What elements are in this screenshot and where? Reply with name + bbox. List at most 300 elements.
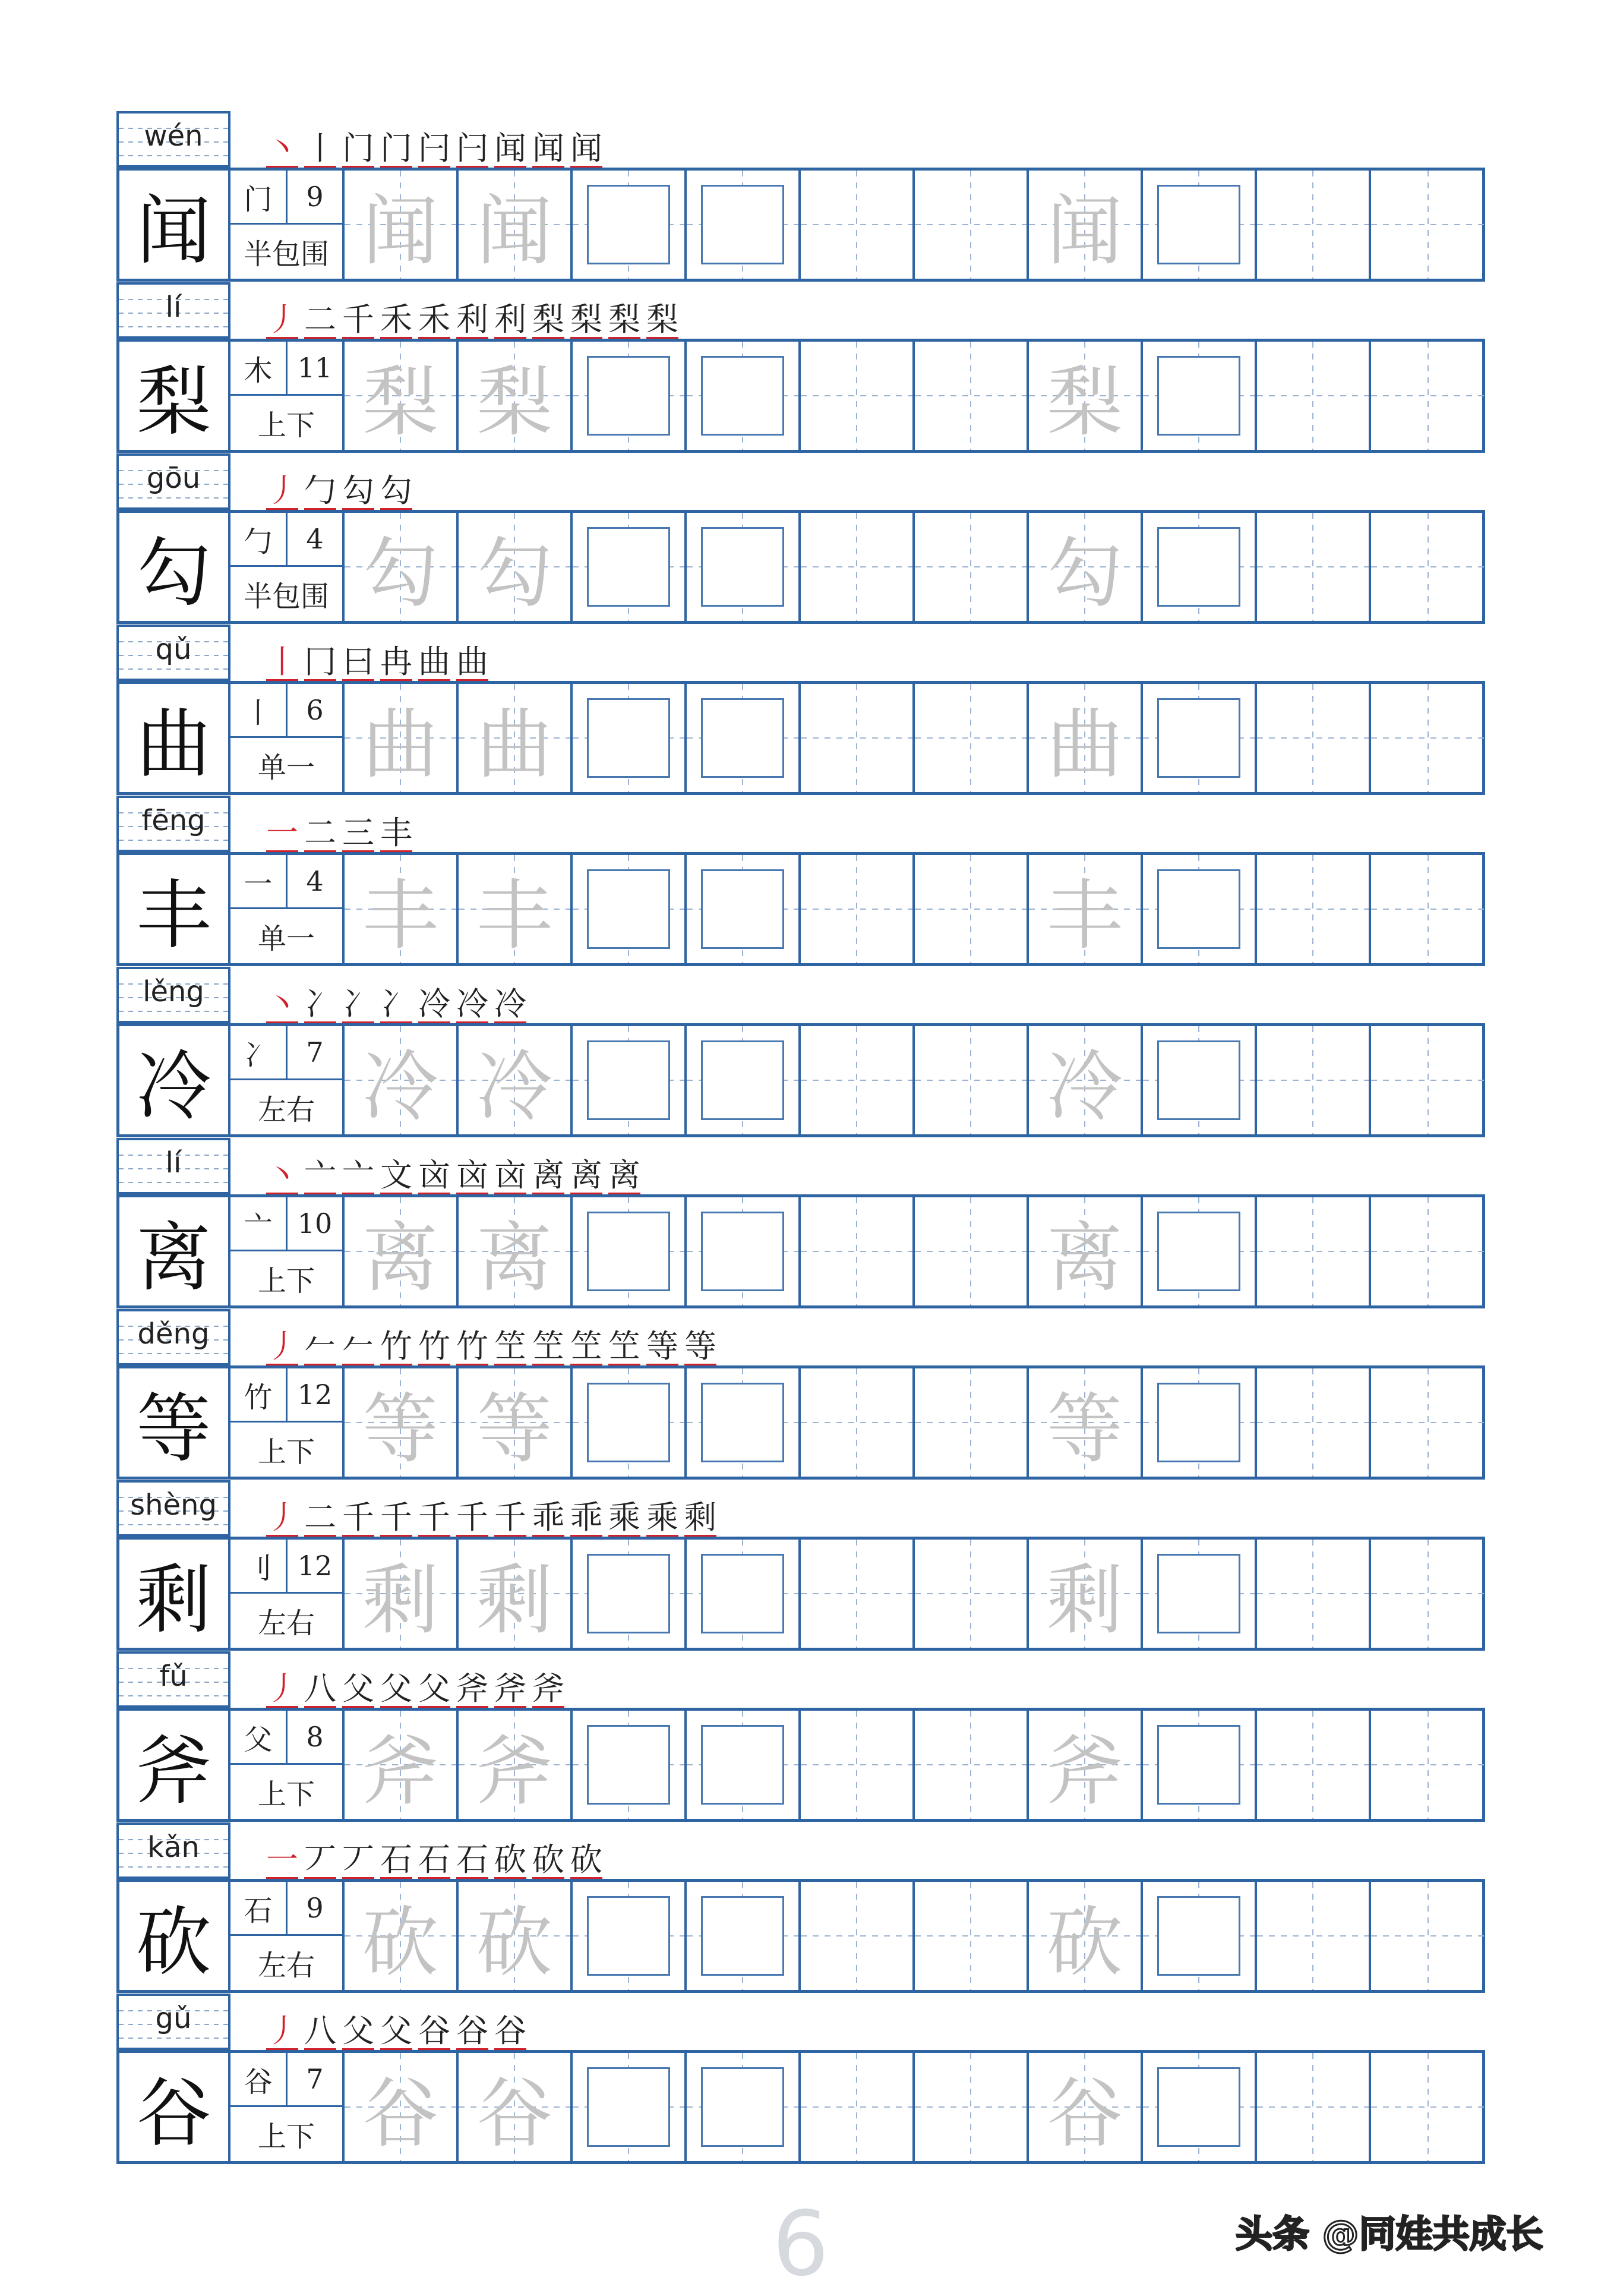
writing-box[interactable] xyxy=(1257,1540,1371,1648)
writing-box[interactable] xyxy=(801,513,915,621)
trace-character: 离 xyxy=(476,1214,552,1302)
stroke-step: 斧 xyxy=(456,1670,488,1707)
writing-box[interactable] xyxy=(687,513,801,621)
pinyin-text: lí xyxy=(165,291,182,324)
page-number: 6 xyxy=(772,2193,829,2296)
writing-box[interactable] xyxy=(915,1197,1029,1305)
writing-box[interactable] xyxy=(1371,171,1485,279)
writing-box[interactable] xyxy=(915,342,1029,450)
writing-box[interactable] xyxy=(459,1711,573,1819)
stroke-step: 闩 xyxy=(456,130,488,167)
pinyin-text: gǔ xyxy=(155,2002,192,2035)
writing-box[interactable] xyxy=(345,1540,459,1648)
character-info xyxy=(230,1711,345,1819)
stroke-step: 亠 xyxy=(304,1156,336,1194)
trace-character: 冷 xyxy=(362,1043,438,1131)
trace-character: 谷 xyxy=(1046,2070,1123,2158)
writing-box[interactable] xyxy=(915,855,1029,963)
writing-box[interactable] xyxy=(459,1540,573,1648)
writing-box[interactable] xyxy=(345,855,459,963)
stroke-step: 丿 xyxy=(266,2012,298,2049)
model-character: 曲 xyxy=(119,684,230,792)
writing-box[interactable] xyxy=(915,171,1029,279)
stroke-count: 11 xyxy=(288,342,342,396)
writing-box[interactable] xyxy=(1029,684,1143,792)
writing-box[interactable] xyxy=(801,1026,915,1134)
character-info xyxy=(230,1882,345,1990)
trace-character: 梨 xyxy=(476,358,552,447)
character-info xyxy=(230,1540,345,1648)
stroke-step: 等 xyxy=(646,1327,678,1365)
trace-character: 剩 xyxy=(362,1556,438,1645)
stroke-step: 一 xyxy=(266,814,298,851)
writing-box[interactable] xyxy=(345,2053,459,2161)
character-info xyxy=(230,513,345,621)
writing-box[interactable] xyxy=(915,1368,1029,1477)
writing-box[interactable] xyxy=(801,855,915,963)
writing-box[interactable] xyxy=(459,1197,573,1305)
writing-box[interactable] xyxy=(1143,855,1257,963)
trace-character: 斧 xyxy=(476,1727,552,1816)
writing-box[interactable] xyxy=(801,342,915,450)
trace-character: 离 xyxy=(362,1214,438,1302)
stroke-step: 千 xyxy=(494,1499,526,1536)
trace-character: 闻 xyxy=(1046,187,1123,276)
writing-box[interactable] xyxy=(1143,171,1257,279)
model-character: 谷 xyxy=(119,2053,230,2161)
writing-box[interactable] xyxy=(1029,1882,1143,1990)
writing-box[interactable] xyxy=(573,1540,687,1648)
stroke-step: 谷 xyxy=(494,2012,526,2049)
stroke-step: 等 xyxy=(684,1327,716,1365)
stroke-step: 勾 xyxy=(342,472,374,509)
trace-character: 梨 xyxy=(1046,358,1123,447)
writing-box[interactable] xyxy=(1029,1540,1143,1648)
writing-box[interactable] xyxy=(459,1882,573,1990)
radical-label: 亠 xyxy=(230,1197,288,1251)
stroke-count: 7 xyxy=(288,1026,342,1080)
trace-character: 丰 xyxy=(476,872,552,960)
model-character: 勾 xyxy=(119,513,230,621)
stroke-step: 梨 xyxy=(646,301,678,338)
trace-character: 谷 xyxy=(362,2070,438,2158)
stroke-step: 斧 xyxy=(494,1670,526,1707)
practice-row xyxy=(116,681,1485,795)
writing-box[interactable] xyxy=(687,1026,801,1134)
writing-box[interactable] xyxy=(687,1368,801,1477)
practice-row xyxy=(116,1708,1485,1822)
writing-box[interactable] xyxy=(1371,1197,1485,1305)
writing-box[interactable] xyxy=(573,171,687,279)
writing-box[interactable] xyxy=(801,1197,915,1305)
stroke-order xyxy=(266,125,1217,168)
stroke-step: 𠂉 xyxy=(304,1327,336,1365)
writing-box[interactable] xyxy=(573,513,687,621)
pinyin-cell xyxy=(116,111,230,168)
writing-box[interactable] xyxy=(915,513,1029,621)
writing-box[interactable] xyxy=(1257,1197,1371,1305)
trace-character: 剩 xyxy=(476,1556,552,1645)
writing-box[interactable] xyxy=(1029,513,1143,621)
writing-box[interactable] xyxy=(345,342,459,450)
radical-label: 父 xyxy=(230,1711,288,1765)
pinyin-cell xyxy=(116,1822,230,1879)
character-info xyxy=(230,684,345,792)
model-character: 斧 xyxy=(119,1711,230,1819)
stroke-order xyxy=(266,981,1217,1024)
stroke-step: 千 xyxy=(380,1499,412,1536)
trace-character: 勾 xyxy=(476,529,552,618)
writing-box[interactable] xyxy=(1371,684,1485,792)
inner-square xyxy=(701,1554,784,1633)
writing-box[interactable] xyxy=(1143,684,1257,792)
writing-box[interactable] xyxy=(1143,1540,1257,1648)
structure-label: 上下 xyxy=(257,1264,315,1298)
inner-square xyxy=(1157,1725,1240,1805)
radical-label: 竹 xyxy=(230,1368,288,1423)
writing-box[interactable] xyxy=(687,1540,801,1648)
stroke-step: 乖 xyxy=(570,1499,602,1536)
inner-square xyxy=(587,1554,670,1633)
writing-box[interactable] xyxy=(1257,1026,1371,1134)
trace-character: 曲 xyxy=(476,701,552,789)
stroke-step: 千 xyxy=(342,1499,374,1536)
writing-box[interactable] xyxy=(1257,1711,1371,1819)
writing-box[interactable] xyxy=(345,171,459,279)
model-character: 剩 xyxy=(119,1540,230,1648)
writing-box[interactable] xyxy=(687,1197,801,1305)
inner-square xyxy=(587,1212,670,1291)
writing-box[interactable] xyxy=(1029,2053,1143,2161)
radical-label: 木 xyxy=(230,342,288,396)
structure-label: 上下 xyxy=(257,2120,315,2153)
pinyin-cell xyxy=(116,453,230,510)
practice-row xyxy=(116,339,1485,453)
stroke-step: 闩 xyxy=(418,130,450,167)
stroke-step: 㐫 xyxy=(494,1156,526,1194)
writing-box[interactable] xyxy=(345,1882,459,1990)
writing-box[interactable] xyxy=(1143,1368,1257,1477)
stroke-step: 二 xyxy=(304,1499,336,1536)
trace-character: 曲 xyxy=(1046,701,1123,789)
trace-character: 闻 xyxy=(362,187,438,276)
trace-character: 砍 xyxy=(1046,1898,1123,1987)
stroke-step: 丨 xyxy=(266,643,298,680)
stroke-step: 离 xyxy=(532,1156,564,1194)
writing-box[interactable] xyxy=(801,171,915,279)
inner-square xyxy=(1157,185,1240,264)
stroke-step: 闻 xyxy=(570,130,602,167)
stroke-step: 砍 xyxy=(532,1841,564,1878)
writing-box[interactable] xyxy=(1371,1540,1485,1648)
inner-square xyxy=(1157,1554,1240,1633)
writing-box[interactable] xyxy=(1257,855,1371,963)
structure-label: 上下 xyxy=(257,1436,315,1469)
trace-character: 等 xyxy=(476,1385,552,1474)
writing-box[interactable] xyxy=(459,1368,573,1477)
trace-character: 等 xyxy=(1046,1385,1123,1474)
stroke-step: 闻 xyxy=(532,130,564,167)
writing-box[interactable] xyxy=(1257,684,1371,792)
writing-box[interactable] xyxy=(573,342,687,450)
pinyin-text: fēng xyxy=(141,804,206,837)
writing-box[interactable] xyxy=(1143,513,1257,621)
writing-box[interactable] xyxy=(459,855,573,963)
stroke-step: 冂 xyxy=(304,643,336,680)
stroke-order xyxy=(266,2008,1217,2051)
writing-box[interactable] xyxy=(1257,2053,1371,2161)
character-block xyxy=(116,111,1485,282)
stroke-step: 丆 xyxy=(304,1841,336,1878)
character-info xyxy=(230,342,345,450)
character-info xyxy=(230,1368,345,1477)
stroke-step: 丿 xyxy=(266,1670,298,1707)
writing-box[interactable] xyxy=(801,1540,915,1648)
pinyin-text: fǔ xyxy=(159,1660,188,1693)
writing-box[interactable] xyxy=(687,342,801,450)
writing-box[interactable] xyxy=(915,1711,1029,1819)
inner-square xyxy=(587,1896,670,1976)
writing-box[interactable] xyxy=(1371,342,1485,450)
writing-box[interactable] xyxy=(1371,1882,1485,1990)
writing-box[interactable] xyxy=(1257,1882,1371,1990)
writing-box[interactable] xyxy=(1257,513,1371,621)
writing-box[interactable] xyxy=(573,1197,687,1305)
trace-character: 丰 xyxy=(1046,872,1123,960)
writing-box[interactable] xyxy=(915,684,1029,792)
writing-box[interactable] xyxy=(345,684,459,792)
inner-square xyxy=(1157,1212,1240,1291)
inner-square xyxy=(701,1212,784,1291)
writing-box[interactable] xyxy=(573,1711,687,1819)
writing-box[interactable] xyxy=(345,1197,459,1305)
writing-box[interactable] xyxy=(915,1540,1029,1648)
character-info xyxy=(230,1026,345,1134)
writing-box[interactable] xyxy=(345,513,459,621)
stroke-step: 禾 xyxy=(380,301,412,338)
pinyin-text: shèng xyxy=(130,1488,217,1522)
stroke-step: 父 xyxy=(380,2012,412,2049)
stroke-order xyxy=(266,1666,1217,1708)
stroke-step: 斧 xyxy=(532,1670,564,1707)
stroke-step: 𠂉 xyxy=(342,1327,374,1365)
writing-box[interactable] xyxy=(801,684,915,792)
stroke-step: 梨 xyxy=(532,301,564,338)
character-block xyxy=(116,1138,1485,1309)
stroke-step: 曰 xyxy=(342,643,374,680)
writing-box[interactable] xyxy=(1257,171,1371,279)
writing-box[interactable] xyxy=(573,855,687,963)
stroke-step: 冫 xyxy=(380,985,412,1023)
writing-box[interactable] xyxy=(1371,1368,1485,1477)
character-block xyxy=(116,282,1485,453)
writing-box[interactable] xyxy=(915,1882,1029,1990)
trace-character: 斧 xyxy=(362,1727,438,1816)
stroke-step: 冷 xyxy=(456,985,488,1023)
stroke-step: 㐫 xyxy=(456,1156,488,1194)
practice-row xyxy=(116,852,1485,966)
stroke-step: 二 xyxy=(304,301,336,338)
inner-square xyxy=(701,185,784,264)
model-character: 梨 xyxy=(119,342,230,450)
stroke-step: 曲 xyxy=(418,643,450,680)
stroke-order xyxy=(266,1494,1217,1537)
writing-box[interactable] xyxy=(1029,855,1143,963)
stroke-order xyxy=(266,639,1217,682)
inner-square xyxy=(701,527,784,607)
stroke-step: 冉 xyxy=(380,643,412,680)
writing-box[interactable] xyxy=(687,684,801,792)
stroke-step: 丿 xyxy=(266,1499,298,1536)
stroke-step: 门 xyxy=(380,130,412,167)
writing-box[interactable] xyxy=(915,1026,1029,1134)
stroke-count: 12 xyxy=(288,1368,342,1423)
inner-square xyxy=(587,698,670,778)
writing-box[interactable] xyxy=(687,1711,801,1819)
writing-box[interactable] xyxy=(1029,1711,1143,1819)
writing-box[interactable] xyxy=(801,1368,915,1477)
writing-box[interactable] xyxy=(1143,1711,1257,1819)
model-character: 丰 xyxy=(119,855,230,963)
writing-box[interactable] xyxy=(573,1026,687,1134)
stroke-step: 砍 xyxy=(570,1841,602,1878)
writing-box[interactable] xyxy=(459,171,573,279)
stroke-order xyxy=(266,1837,1217,1879)
writing-box[interactable] xyxy=(1257,1368,1371,1477)
practice-row xyxy=(116,1879,1485,1993)
practice-row xyxy=(116,168,1485,282)
trace-character: 砍 xyxy=(476,1898,552,1987)
practice-row xyxy=(116,1537,1485,1651)
writing-box[interactable] xyxy=(1029,1368,1143,1477)
writing-box[interactable] xyxy=(1143,1882,1257,1990)
inner-square xyxy=(587,527,670,607)
stroke-order xyxy=(266,468,1217,510)
trace-character: 曲 xyxy=(362,701,438,789)
character-block xyxy=(116,1651,1485,1822)
writing-box[interactable] xyxy=(459,2053,573,2161)
writing-box[interactable] xyxy=(801,2053,915,2161)
inner-square xyxy=(701,356,784,436)
pinyin-cell xyxy=(116,1994,230,2050)
stroke-step: 剩 xyxy=(684,1499,716,1536)
radical-label: 冫 xyxy=(230,1026,288,1080)
writing-box[interactable] xyxy=(459,1026,573,1134)
writing-box[interactable] xyxy=(687,1882,801,1990)
writing-box[interactable] xyxy=(687,2053,801,2161)
stroke-step: 笁 xyxy=(532,1327,564,1365)
pinyin-text: děng xyxy=(137,1317,210,1351)
writing-box[interactable] xyxy=(573,1882,687,1990)
stroke-count: 8 xyxy=(288,1711,342,1765)
trace-character: 冷 xyxy=(1046,1043,1123,1131)
stroke-order xyxy=(266,297,1217,339)
writing-box[interactable] xyxy=(915,2053,1029,2161)
writing-box[interactable] xyxy=(687,855,801,963)
writing-box[interactable] xyxy=(801,1711,915,1819)
stroke-count: 12 xyxy=(288,1540,342,1594)
stroke-step: 乘 xyxy=(646,1499,678,1536)
writing-box[interactable] xyxy=(573,1368,687,1477)
trace-character: 谷 xyxy=(476,2070,552,2158)
trace-character: 勾 xyxy=(362,529,438,618)
stroke-step: 竹 xyxy=(456,1327,488,1365)
stroke-step: 千 xyxy=(418,1499,450,1536)
writing-box[interactable] xyxy=(1371,513,1485,621)
radical-label: 丨 xyxy=(230,684,288,738)
stroke-step: 父 xyxy=(342,2012,374,2049)
stroke-step: 冷 xyxy=(418,985,450,1023)
writing-box[interactable] xyxy=(573,2053,687,2161)
writing-box[interactable] xyxy=(1029,171,1143,279)
stroke-step: 勾 xyxy=(380,472,412,509)
stroke-count: 9 xyxy=(288,1882,342,1936)
pinyin-text: lí xyxy=(165,1146,182,1179)
writing-box[interactable] xyxy=(459,342,573,450)
writing-box[interactable] xyxy=(459,513,573,621)
pinyin-cell xyxy=(116,1651,230,1708)
pinyin-cell xyxy=(116,1138,230,1194)
stroke-step: 丿 xyxy=(266,1327,298,1365)
writing-box[interactable] xyxy=(1257,342,1371,450)
writing-box[interactable] xyxy=(1143,342,1257,450)
writing-box[interactable] xyxy=(1371,855,1485,963)
stroke-step: 㐫 xyxy=(418,1156,450,1194)
writing-box[interactable] xyxy=(1143,1026,1257,1134)
character-info xyxy=(230,1197,345,1305)
character-block xyxy=(116,796,1485,967)
writing-box[interactable] xyxy=(1371,2053,1485,2161)
stroke-step: 一 xyxy=(266,1841,298,1878)
writing-box[interactable] xyxy=(1029,342,1143,450)
stroke-step: 千 xyxy=(456,1499,488,1536)
inner-square xyxy=(1157,869,1240,949)
stroke-step: 谷 xyxy=(456,2012,488,2049)
inner-square xyxy=(1157,1383,1240,1462)
stroke-step: 千 xyxy=(342,301,374,338)
stroke-step: 闻 xyxy=(494,130,526,167)
stroke-step: 丿 xyxy=(266,301,298,338)
pinyin-cell xyxy=(116,1309,230,1365)
writing-box[interactable] xyxy=(459,684,573,792)
stroke-step: 竹 xyxy=(418,1327,450,1365)
writing-box[interactable] xyxy=(345,1368,459,1477)
writing-box[interactable] xyxy=(687,171,801,279)
writing-box[interactable] xyxy=(1029,1026,1143,1134)
radical-label: 一 xyxy=(230,855,288,909)
stroke-step: 利 xyxy=(456,301,488,338)
stroke-step: 曲 xyxy=(456,643,488,680)
writing-box[interactable] xyxy=(1371,1711,1485,1819)
writing-box[interactable] xyxy=(345,1711,459,1819)
character-block xyxy=(116,453,1485,625)
practice-row xyxy=(116,1365,1485,1480)
stroke-step: 谷 xyxy=(418,2012,450,2049)
writing-box[interactable] xyxy=(1143,1197,1257,1305)
writing-box[interactable] xyxy=(1029,1197,1143,1305)
stroke-step: 丆 xyxy=(342,1841,374,1878)
stroke-step: 石 xyxy=(418,1841,450,1878)
stroke-count: 4 xyxy=(288,513,342,567)
stroke-step: 梨 xyxy=(608,301,640,338)
writing-box[interactable] xyxy=(345,1026,459,1134)
practice-row xyxy=(116,2050,1485,2164)
writing-box[interactable] xyxy=(801,1882,915,1990)
pinyin-text: wén xyxy=(144,119,203,153)
writing-box[interactable] xyxy=(573,684,687,792)
writing-box[interactable] xyxy=(1143,2053,1257,2161)
writing-box[interactable] xyxy=(1371,1026,1485,1134)
